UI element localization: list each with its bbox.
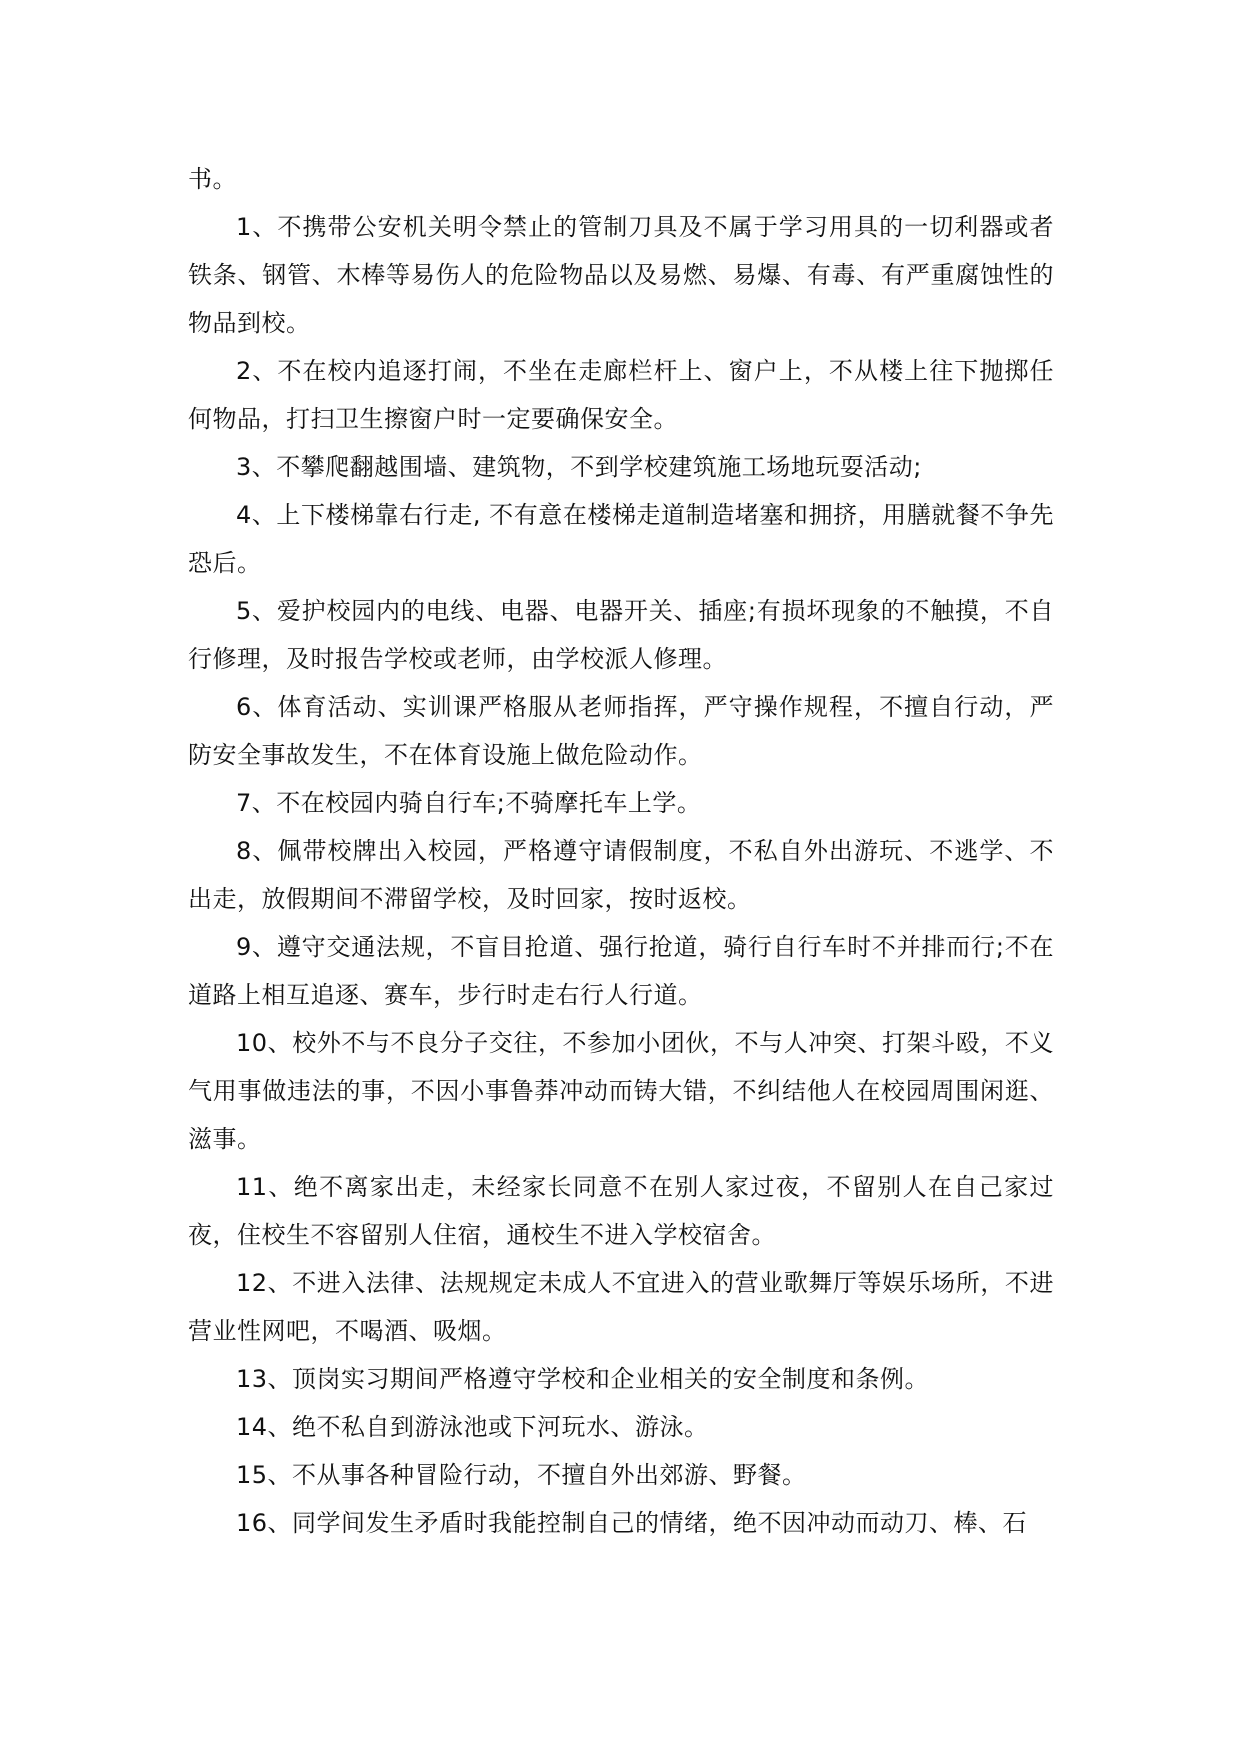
rule-item-16: 16、同学间发生矛盾时我能控制自己的情绪，绝不因冲动而动刀、棒、石: [236, 1509, 1028, 1537]
rule-item-7: 7、不在校园内骑自行车;不骑摩托车上学。: [236, 789, 702, 817]
rule-item-14: 14、绝不私自到游泳池或下河玩水、游泳。: [236, 1413, 709, 1441]
rule-item-12: 12、不进入法律、法规规定未成人不宜进入的营业歌舞厅等娱乐场所，不进营业性网吧，不喝酒、吸烟。: [188, 1269, 1054, 1345]
rule-item-10: 10、校外不与不良分子交往，不参加小团伙，不与人冲突、打架斗殴，不义气用事做违法的事，不因小事鲁莽冲动而铸大错，不纠结他人在校园周围闲逛、滋事。: [188, 1029, 1054, 1153]
paragraph-continuation: 书。: [188, 165, 237, 193]
rule-item-8: 8、佩带校牌出入校园，严格遵守请假制度，不私自外出游玩、不逃学、不出走，放假期间不滞留学校，及时回家，按时返校。: [188, 837, 1054, 913]
rule-item-15: 15、不从事各种冒险行动，不擅自外出郊游、野餐。: [236, 1461, 807, 1489]
rule-item-3: 3、不攀爬翻越围墙、建筑物，不到学校建筑施工场地玩耍活动;: [236, 453, 922, 481]
rule-item-4: 4、上下楼梯靠右行走, 不有意在楼梯走道制造堵塞和拥挤，用膳就餐不争先恐后。: [188, 501, 1054, 577]
rule-item-6: 6、体育活动、实训课严格服从老师指挥，严守操作规程，不擅自行动，严防安全事故发生，不在体育设施上做危险动作。: [188, 693, 1054, 769]
rule-item-5: 5、爱护校园内的电线、电器、电器开关、插座;有损坏现象的不触摸，不自行修理，及时报告学校或老师，由学校派人修理。: [188, 597, 1054, 673]
rule-item-11: 11、绝不离家出走，未经家长同意不在别人家过夜，不留别人在自己家过夜，住校生不容留别人住宿，通校生不进入学校宿舍。: [188, 1173, 1054, 1249]
rule-item-2: 2、不在校内追逐打闹，不坐在走廊栏杆上、窗户上，不从楼上往下抛掷任何物品，打扫卫生擦窗户时一定要确保安全。: [188, 357, 1054, 433]
rule-item-9: 9、遵守交通法规，不盲目抢道、强行抢道，骑行自行车时不并排而行;不在道路上相互追逐、赛车，步行时走右行人行道。: [188, 933, 1054, 1009]
rule-item-1: 1、不携带公安机关明令禁止的管制刀具及不属于学习用具的一切利器或者铁条、钢管、木棒等易伤人的危险物品以及易燃、易爆、有毒、有严重腐蚀性的物品到校。: [188, 213, 1054, 337]
document-body: [188, 155, 1054, 1547]
rule-item-13: 13、顶岗实习期间严格遵守学校和企业相关的安全制度和条例。: [236, 1365, 930, 1393]
